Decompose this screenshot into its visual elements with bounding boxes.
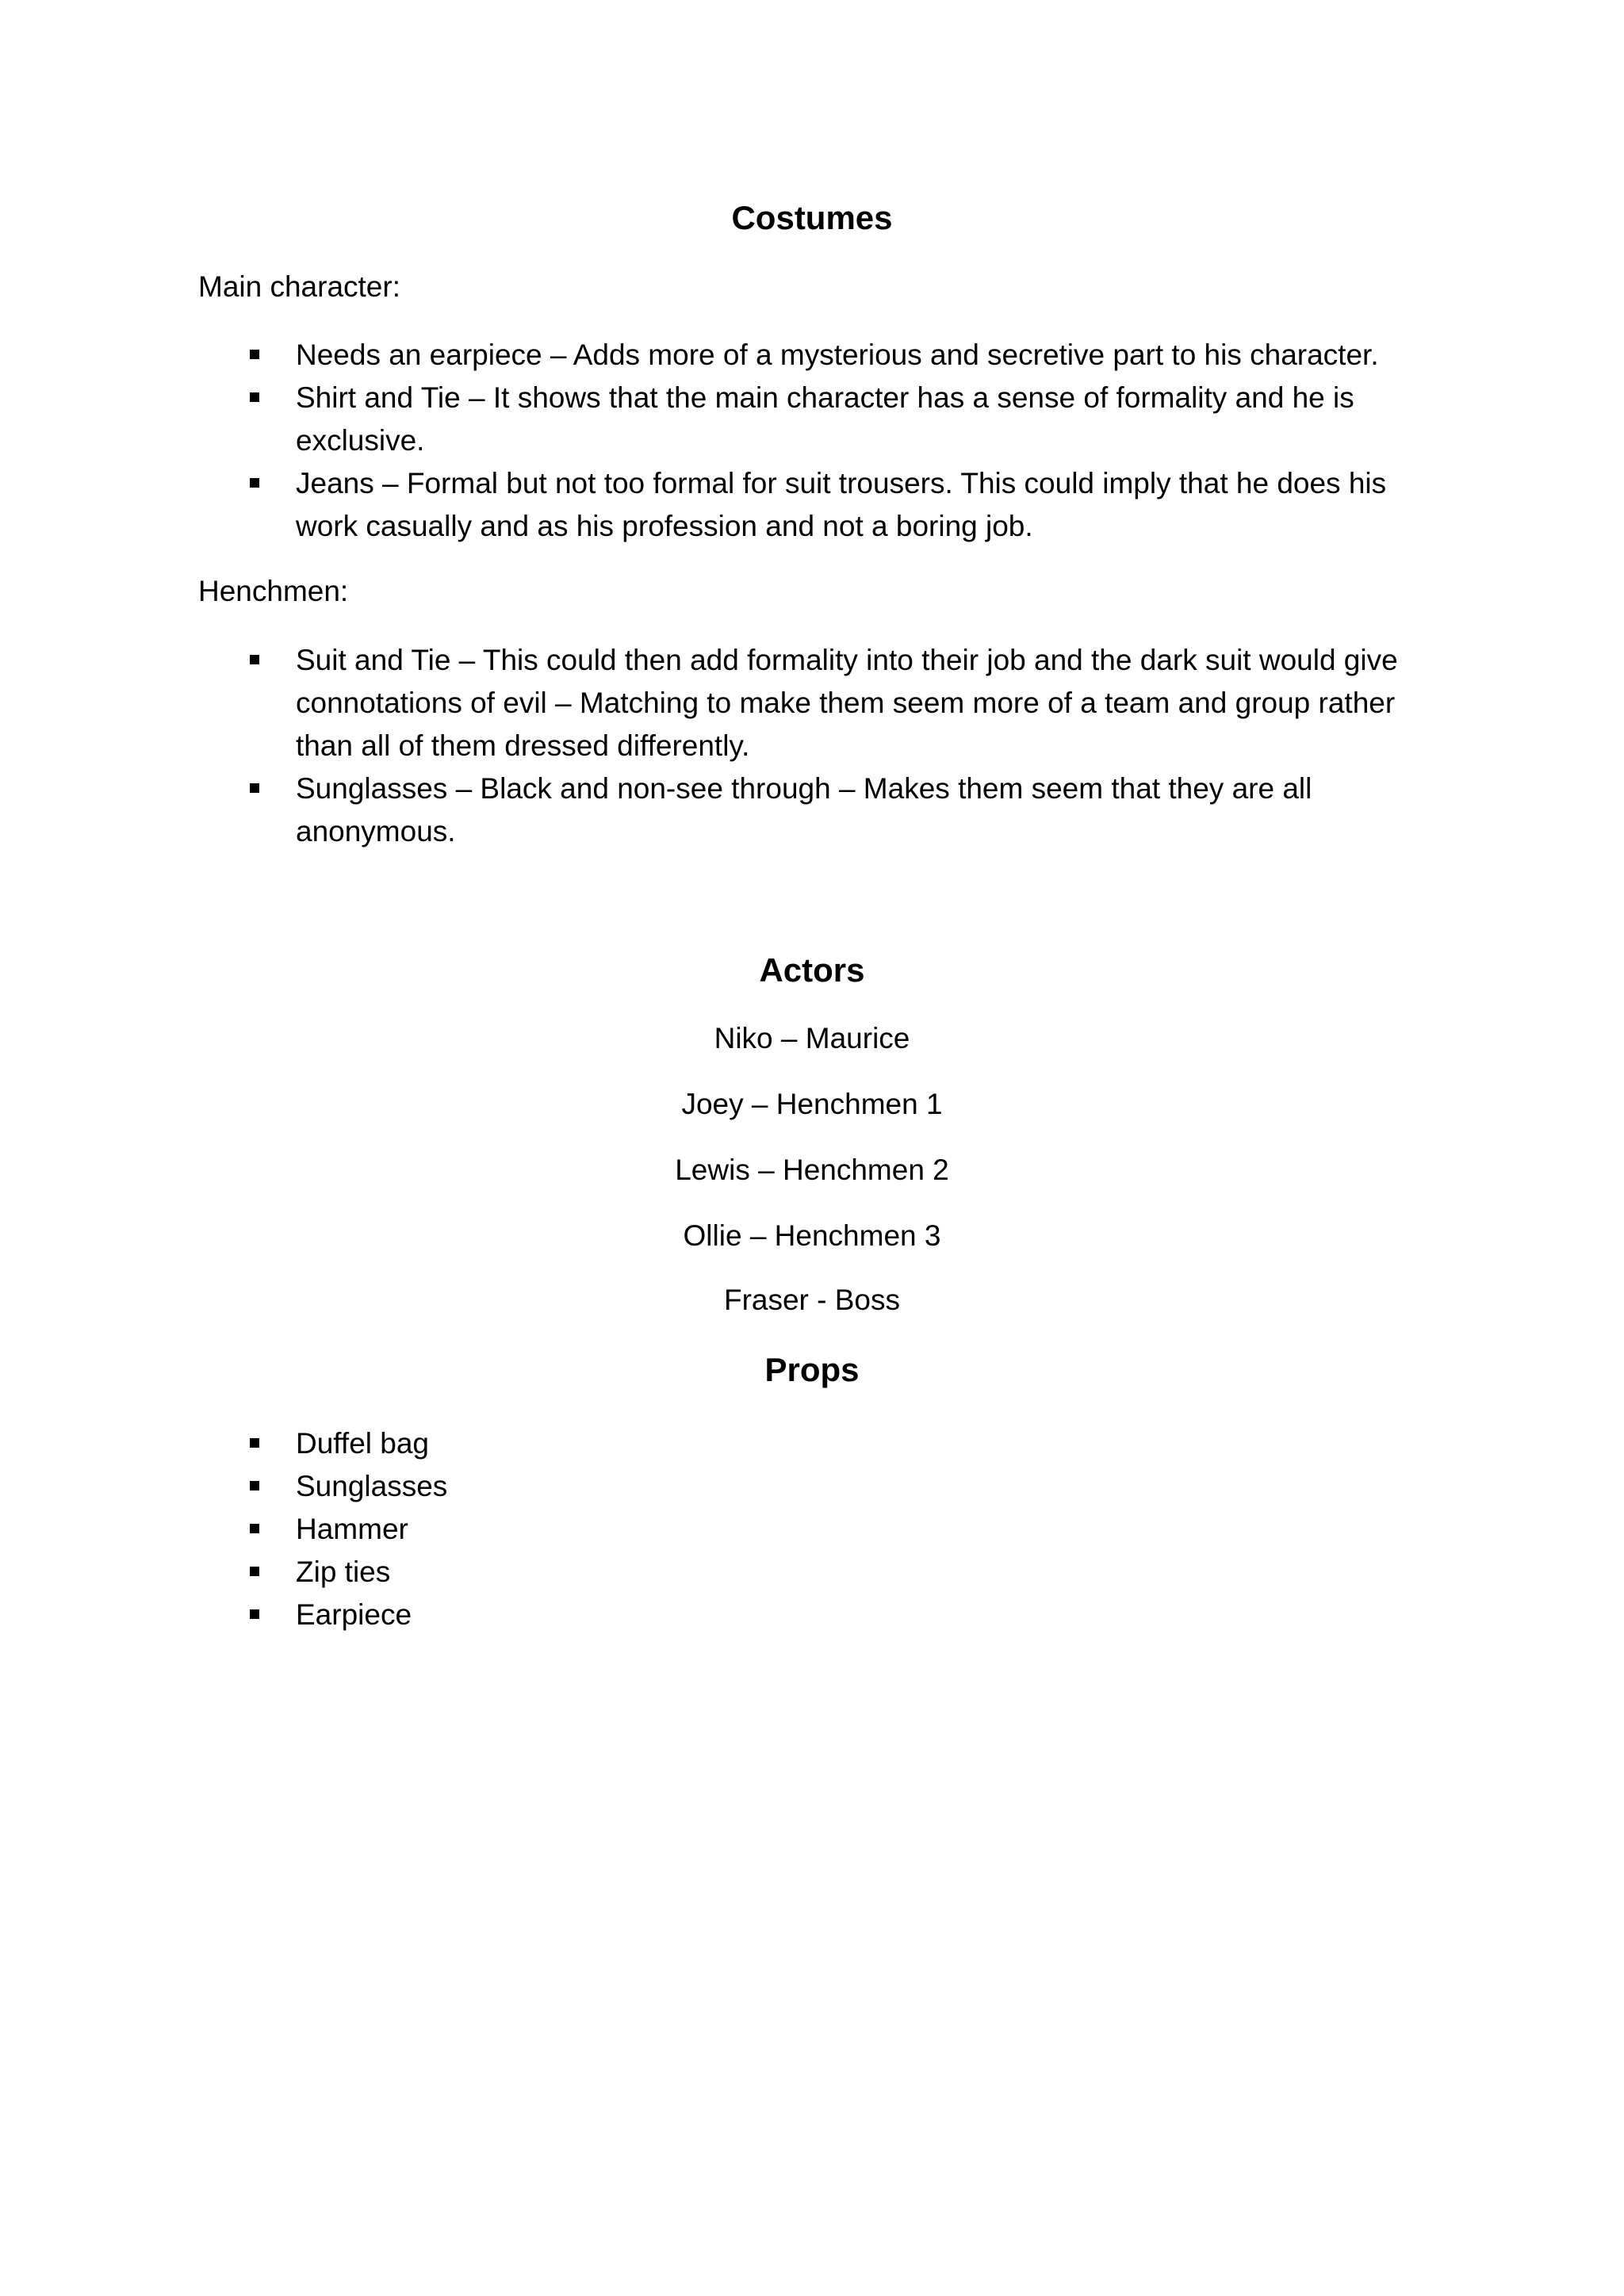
list-item <box>198 1594 1435 1636</box>
list-item-text: Duffel bag <box>296 1427 429 1460</box>
list-item-text: Hammer <box>296 1513 408 1545</box>
list-item <box>198 767 1435 853</box>
props-list <box>198 1422 1435 1636</box>
actor-entry: Lewis – Henchmen 2 <box>675 1154 949 1186</box>
bullet-icon <box>250 1481 259 1490</box>
bullet-icon <box>250 478 259 488</box>
bullet-icon <box>250 1438 259 1448</box>
bullet-icon <box>250 1609 259 1619</box>
costumes-heading: Costumes <box>731 199 893 236</box>
bullet-icon <box>250 350 259 359</box>
list-item-text: Sunglasses <box>296 1470 448 1502</box>
list-item-text: Shirt and Tie – It shows that the main character has a sense of formality and he is exclusive. <box>296 381 1354 457</box>
list-item-text: Suit and Tie – This could then add formality into their job and the dark suit would give connotations of evil – Matching to make them seem more of a team and group rather than all of them dressed differently. <box>296 644 1398 762</box>
list-item-text: Earpiece <box>296 1598 412 1631</box>
henchmen-label: Henchmen: <box>198 575 349 607</box>
bullet-icon <box>250 392 259 402</box>
actor-entry: Joey – Henchmen 1 <box>681 1088 943 1120</box>
list-item <box>198 639 1435 767</box>
list-item <box>198 1422 1435 1465</box>
list-item <box>198 334 1435 377</box>
actor-entry: Niko – Maurice <box>714 1022 910 1054</box>
list-item-text: Needs an earpiece – Adds more of a mysterious and secretive part to his character. <box>296 339 1379 371</box>
list-item-text: Jeans – Formal but not too formal for suit trousers. This could imply that he does his work casually and as his profession and not a boring job. <box>296 467 1387 542</box>
bullet-icon <box>250 1567 259 1576</box>
actor-entry: Fraser - Boss <box>723 1284 901 1316</box>
list-item <box>198 377 1435 462</box>
props-heading: Props <box>764 1351 860 1388</box>
list-item <box>198 462 1435 548</box>
list-item <box>198 1508 1435 1551</box>
main-character-list <box>198 334 1435 548</box>
list-item <box>198 1465 1435 1508</box>
actor-entry: Ollie – Henchmen 3 <box>683 1219 941 1252</box>
list-item-text: Zip ties <box>296 1556 391 1588</box>
bullet-icon <box>250 655 259 664</box>
actors-heading: Actors <box>759 951 865 989</box>
bullet-icon <box>250 1524 259 1533</box>
list-item-text: Sunglasses – Black and non-see through – Makes them seem that they are all anonymous. <box>296 772 1312 848</box>
bullet-icon <box>250 783 259 793</box>
list-item <box>198 1551 1435 1594</box>
henchmen-list <box>198 639 1435 853</box>
main-character-label: Main character: <box>198 270 400 303</box>
